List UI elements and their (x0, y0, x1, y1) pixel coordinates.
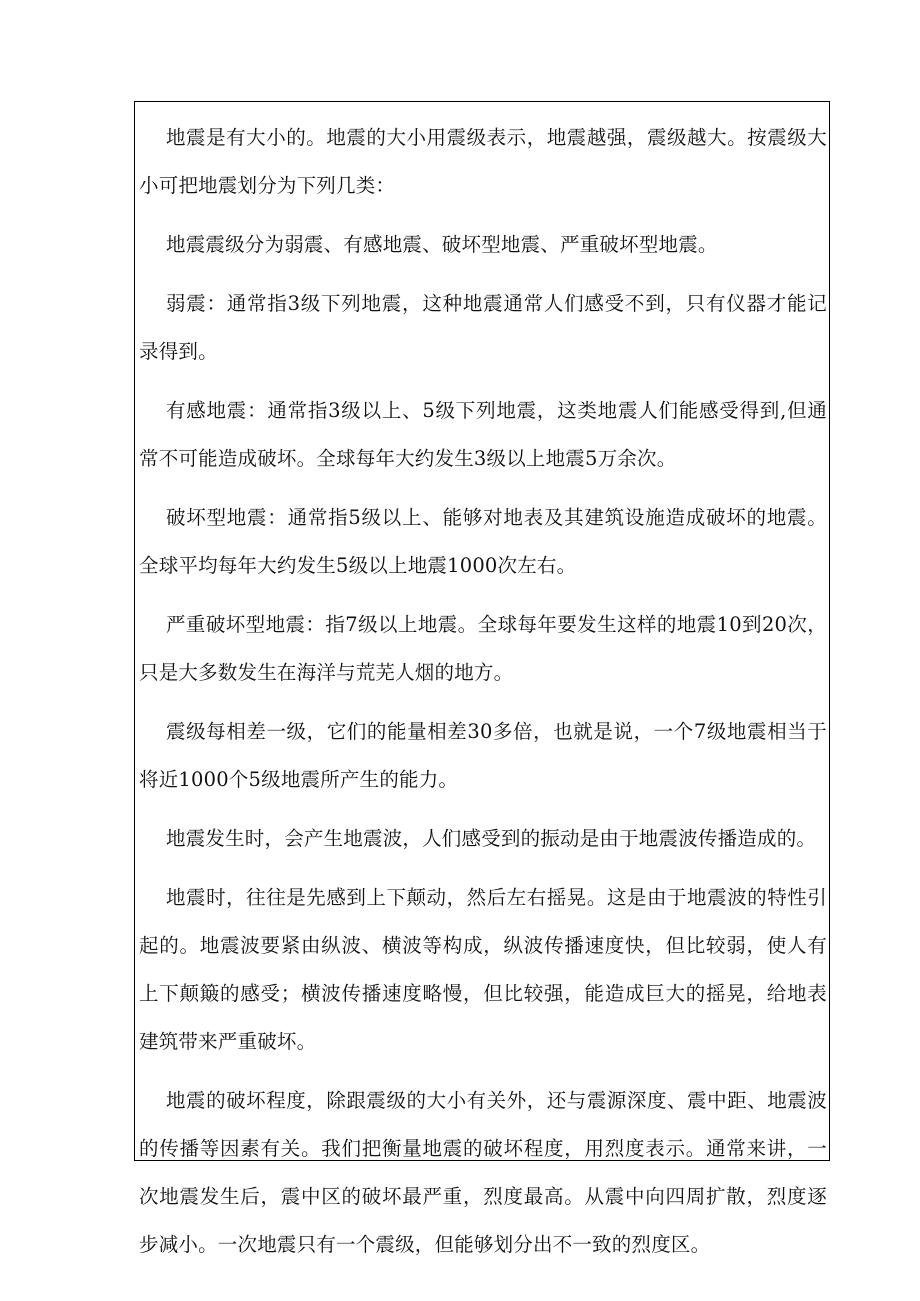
paragraph-felt-quake: 有感地震：通常指3级以上、5级下列地震，这类地震人们能感受得到,但通常不可能造成破坏。全球每年大约发生3级以上地震5万余次。 (139, 399, 827, 470)
paragraph-wave-types: 地震时，往往是先感到上下颠动，然后左右摇晃。这是由于地震波的特性引起的。地震波要紧由纵波、横波等构成，纵波传播速度快，但比较弱，使人有上下颠簸的感受；横波传播速度略慢，但比较强，能造成巨大的摇晃，给地表建筑带来严重破坏。 (139, 886, 827, 1053)
paragraph-energy: 震级每相差一级，它们的能量相差30多倍，也就是说，一个7级地震相当于将近1000个5级地震所产生的能力。 (139, 720, 827, 791)
paragraph-damaging-quake: 破坏型地震：通常指5级以上、能够对地表及其建筑设施造成破坏的地震。全球平均每年大约发生5级以上地震1000次左右。 (139, 506, 827, 577)
document-table-cell (134, 101, 830, 1256)
paragraph-seismic-wave: 地震发生时，会产生地震波，人们感受到的振动是由于地震波传播造成的。 (166, 827, 817, 850)
paragraph-weak-quake: 弱震：通常指3级下列地震，这种地震通常人们感受不到，只有仪器才能记录得到。 (139, 292, 827, 363)
paragraph-categories: 地震震级分为弱震、有感地震、破坏型地震、严重破坏型地震。 (166, 233, 718, 256)
paragraph-intensity: 地震的破坏程度，除跟震级的大小有关外，还与震源深度、震中距、地震波的传播等因素有关。我们把衡量地震的破坏程度，用烈度表示。通常来讲，一次地震发生后，震中区的破坏最严重，烈度最高。从震中向四周扩散，烈度逐步减小。一次地震只有一个震级，但能够划分出不一致的烈度区。 (139, 1089, 827, 1256)
paragraph-severe-quake: 严重破坏型地震：指7级以上地震。全球每年要发生这样的地震10到20次，只是大多数发生在海洋与荒芜人烟的地方。 (139, 613, 827, 684)
paragraph-intro: 地震是有大小的。地震的大小用震级表示，地震越强，震级越大。按震级大小可把地震划分为下列几类： (139, 126, 827, 197)
